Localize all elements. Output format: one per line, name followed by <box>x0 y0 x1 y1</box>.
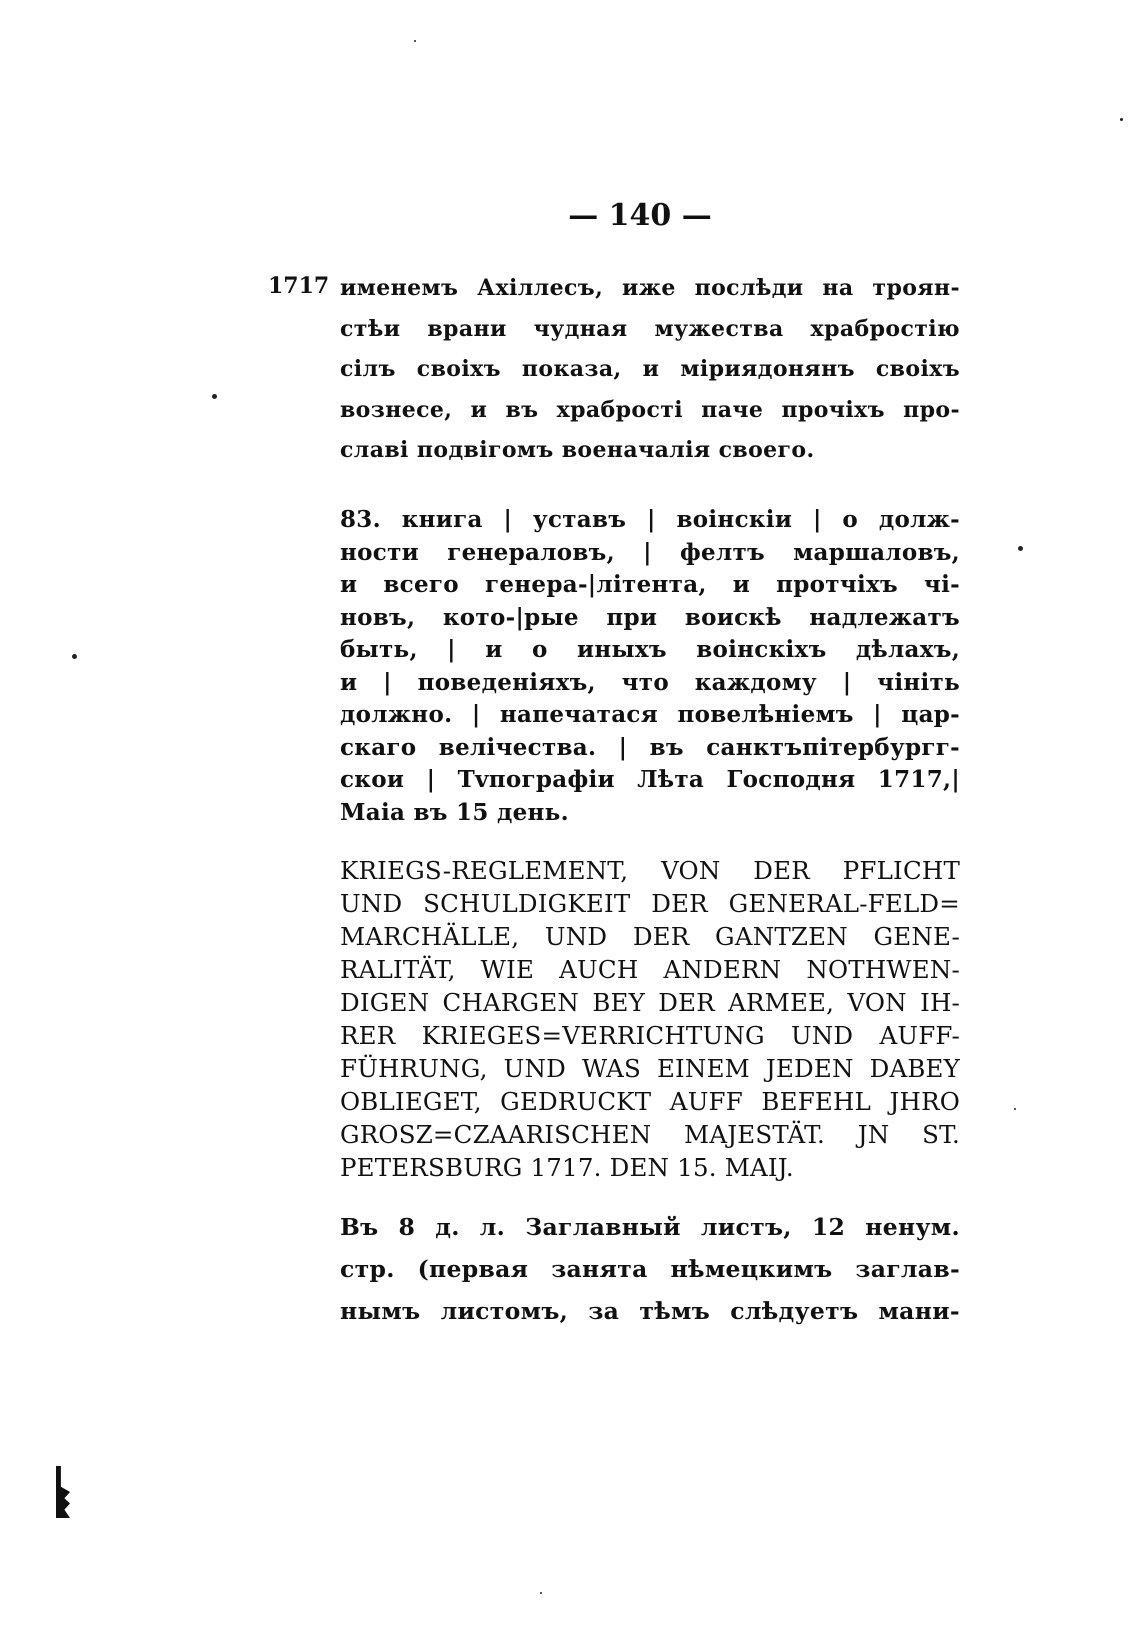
text-line: должно. | напечатася повелѣніемъ | цар- <box>340 701 960 728</box>
page-number: — 140 — <box>568 198 712 233</box>
scan-speck <box>414 40 416 42</box>
text-line: UND SCHULDIGKEIT DER GENERAL-FELD= <box>340 889 960 918</box>
text-line: MARCHÄLLE, UND DER GANTZEN GENE- <box>340 922 960 951</box>
text-line: скаго велічества. | въ санктъпітербургг- <box>340 733 960 761</box>
text-line: OBLIEGET, GEDRUCKT AUFF BEFEHL JHRO <box>340 1087 960 1116</box>
text-line: именемъ Ахіллесъ, иже послѣди на троян- <box>340 275 960 301</box>
text-line: скои | Тvпографіи Лѣта Господня 1717,| <box>340 766 960 793</box>
text-line: Въ 8 д. л. Заглавный листъ, 12 ненум. <box>340 1213 960 1241</box>
entry-83-german-title <box>340 854 960 1184</box>
paragraph-continued-text <box>340 268 960 471</box>
text-line: ности генераловъ, | фелтъ маршаловъ, <box>340 538 960 566</box>
text-line: RALITÄT, WIE AUCH ANDERN NOTHWEN- <box>340 955 960 984</box>
scan-edge-mark <box>56 1466 70 1518</box>
scan-speck <box>540 1592 542 1594</box>
text-line: и всего генера-|літента, и протчіхъ чі- <box>340 571 960 598</box>
scan-speck <box>1014 1108 1016 1110</box>
scan-speck <box>1018 546 1023 551</box>
text-line: RER KRIEGES=VERRICHTUNG UND AUFF- <box>340 1021 960 1050</box>
text-line: KRIEGS-REGLEMENT, VON DER PFLICHT <box>340 856 960 885</box>
scan-speck <box>1120 118 1123 121</box>
text-line: быть, | и о иныхъ воінскіхъ дѣлахъ, <box>340 636 960 663</box>
scan-speck <box>72 654 77 659</box>
text-line: стр. (первая занята нѣмецкимъ заглав- <box>340 1255 960 1283</box>
text-line: вознесе, и въ храбрості паче прочіхъ про- <box>340 396 960 423</box>
entry-83-russian-title <box>340 504 960 829</box>
text-line: DIGEN CHARGEN BEY DER ARMEE, VON IH- <box>340 988 960 1017</box>
text-line: Маіа въ 15 день. <box>340 798 569 826</box>
text-line: 83. книга | уставъ | воінскіи | о долж- <box>340 506 960 533</box>
entry-83-description <box>340 1206 960 1332</box>
text-line: FÜHRUNG, UND WAS EINEM JEDEN DABEY <box>340 1054 960 1083</box>
text-line: новъ, кото-|рые при воискѣ надлежатъ <box>340 603 960 631</box>
text-line: нымъ листомъ, за тѣмъ слѣдуетъ мани- <box>340 1297 960 1325</box>
text-line: стѣи врани чудная мужества храбростію <box>340 315 960 342</box>
text-line: PETERSBURG 1717. DEN 15. MAIJ. <box>340 1153 794 1182</box>
text-line: славі подвігомъ военачалія своего. <box>340 437 815 463</box>
scan-speck <box>212 394 217 399</box>
text-line: сілъ своіхъ показа, и міриядонянъ своіхъ <box>340 356 960 382</box>
margin-year: 1717 <box>268 273 330 299</box>
text-line: GROSZ=CZAARISCHEN MAJESTÄT. JN ST. <box>340 1120 960 1149</box>
text-line: и | поведеніяхъ, что каждому | чініть <box>340 668 960 696</box>
